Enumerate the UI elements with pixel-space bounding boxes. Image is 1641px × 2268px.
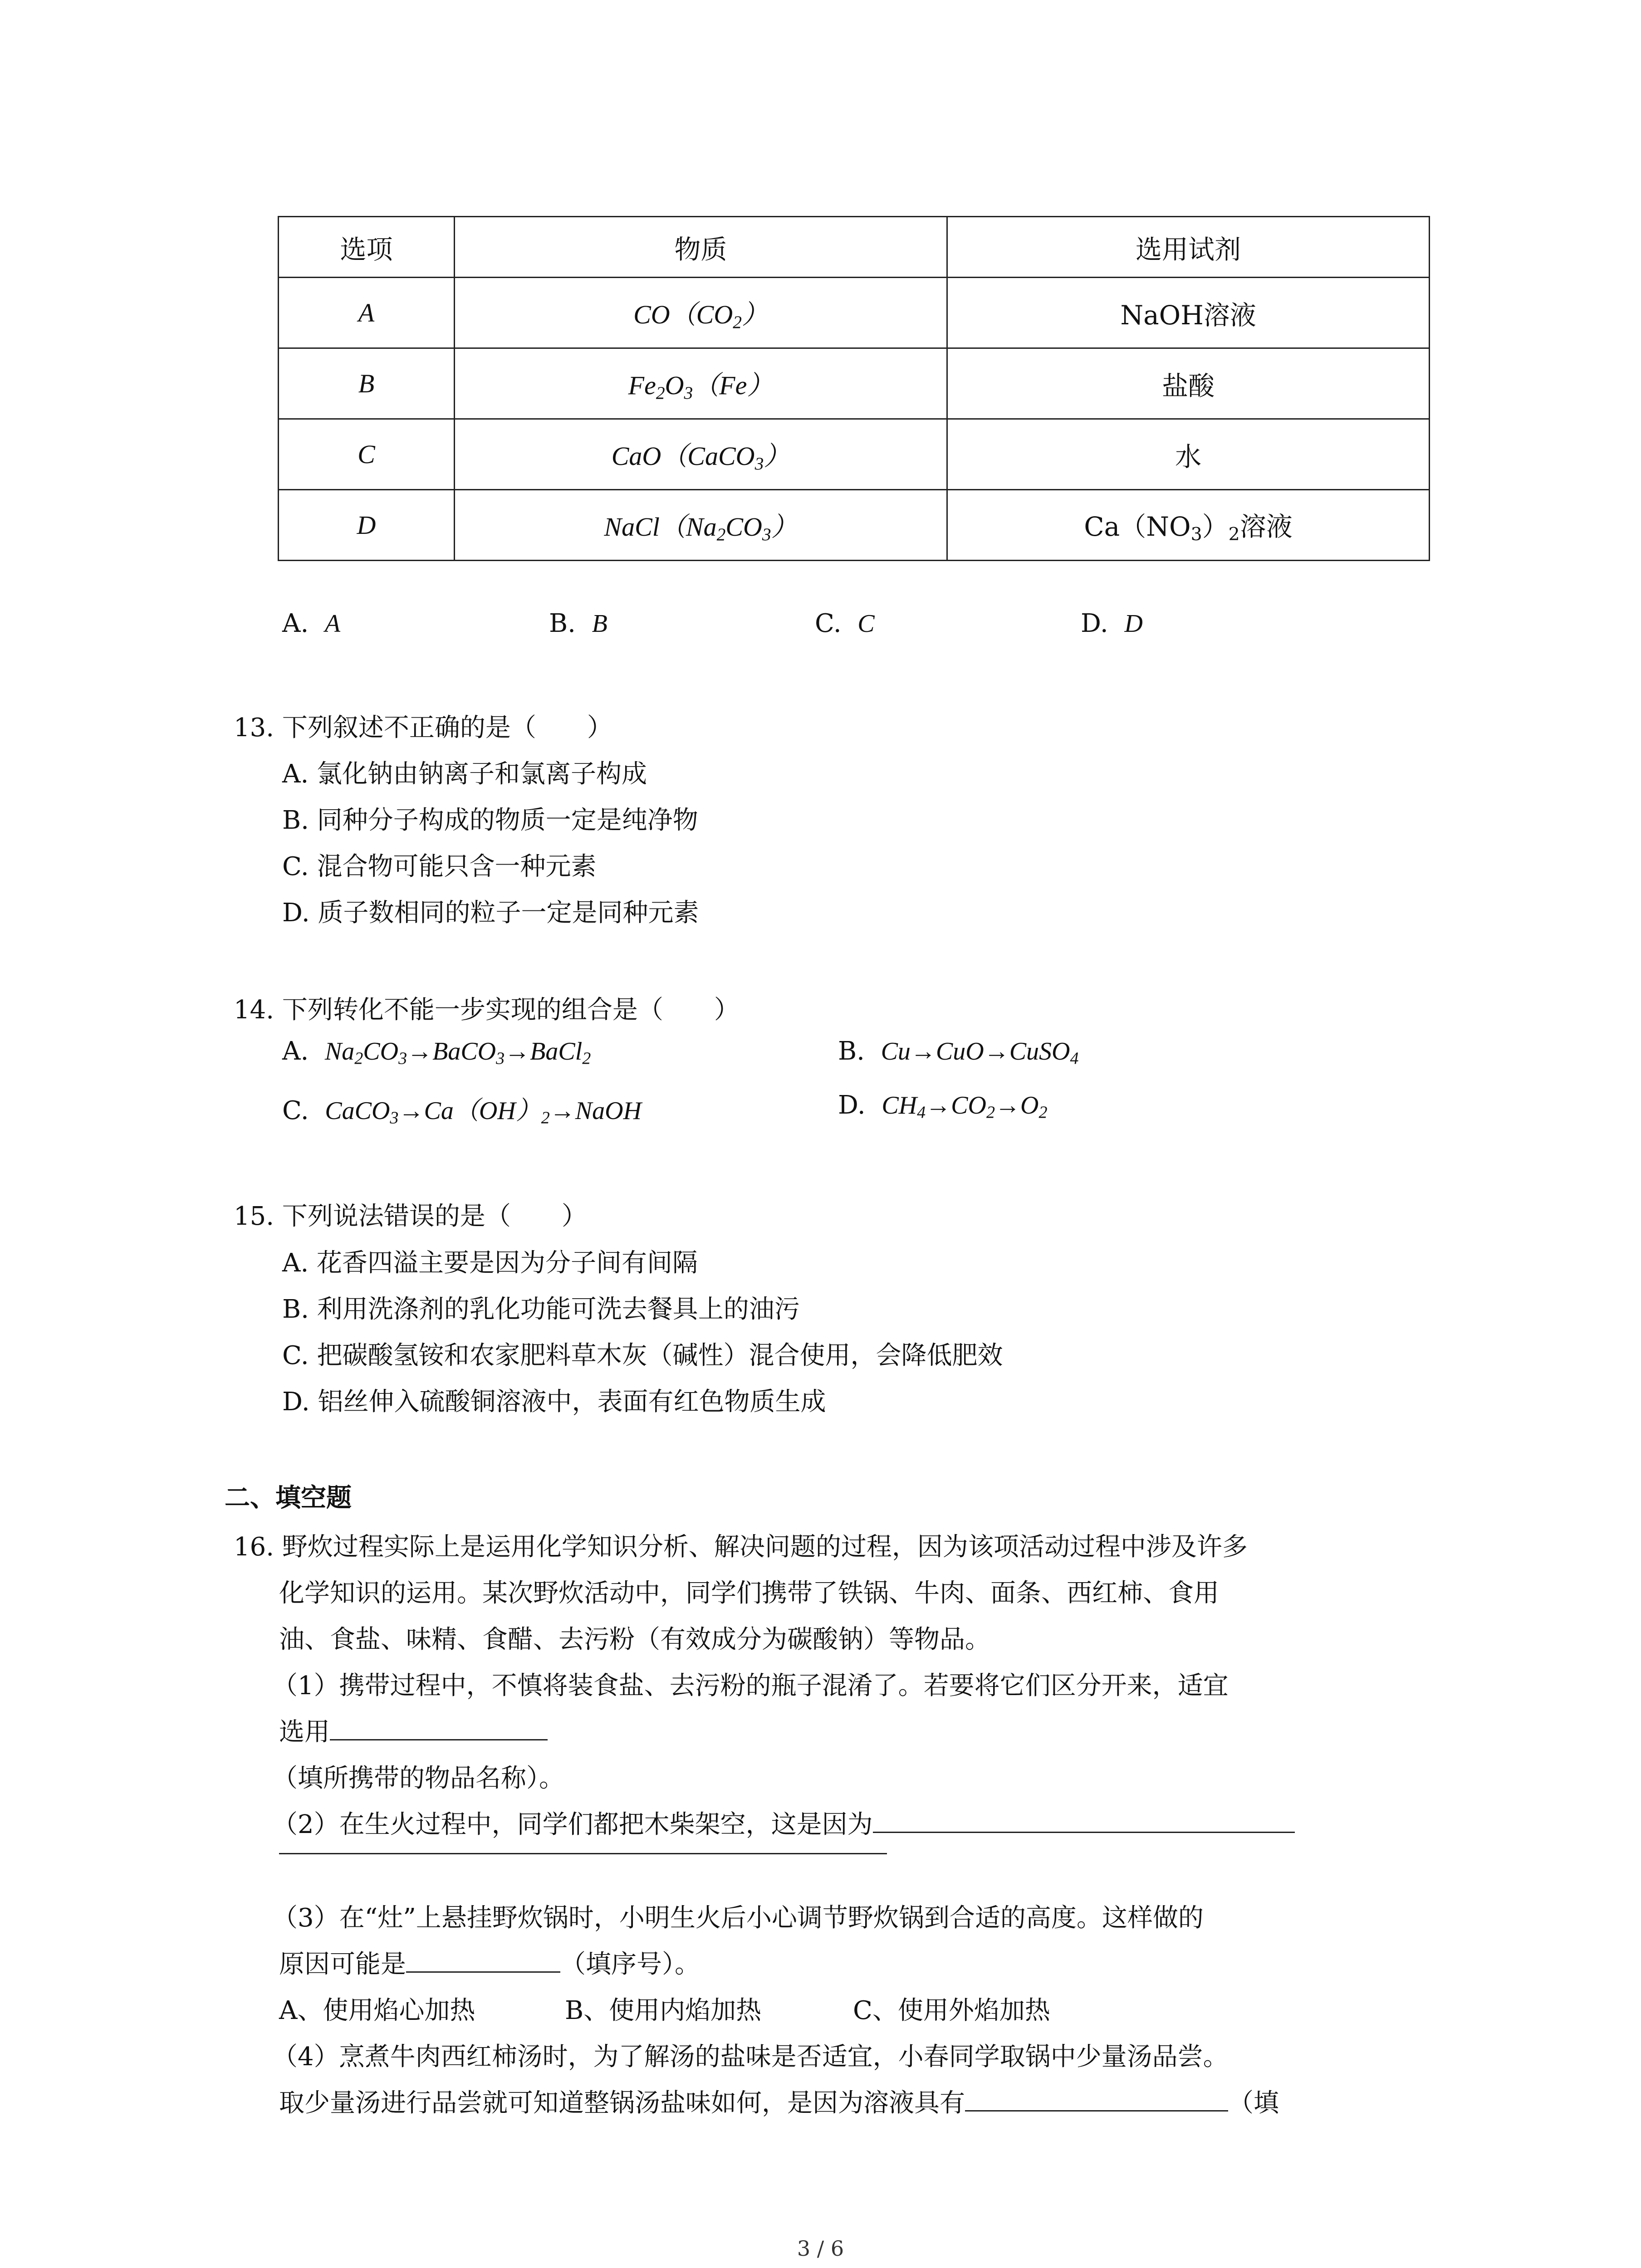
q14-stem: 14. 下列转化不能一步实现的组合是（ ）	[234, 995, 740, 1025]
header-option: 选项	[279, 217, 455, 278]
q16-part3-choice-c: C、使用外焰加热	[853, 1996, 1050, 2025]
row-reagent: $Ca(NO_3)_2$溶液	[947, 490, 1430, 561]
q16-part4-line-a: （4）烹煮牛肉西红柿汤时，为了解汤的盐味是否适宜，小春同学取锅中少量汤品尝。	[272, 2042, 1229, 2072]
q14-option-b: B. Cu→CuO→CuSO$_4$	[838, 1036, 1079, 1068]
q16-part3-choice-b: B、使用内焰加热	[565, 1996, 762, 2025]
q16-part3-choice-a: A、使用焰心加热	[279, 1996, 475, 2025]
q16-part3-line-a: （3）在“灶”上悬挂野炊锅时，小明生火后小心调节野炊锅到合适的高度。这样做的	[272, 1903, 1204, 1933]
q16-part1-line-c: （填所携带的物品名称）。	[272, 1764, 564, 1793]
row-option: B	[279, 348, 455, 419]
q16-line-1: 16. 野炊过程实际上是运用化学知识分析、解决问题的过程，因为该项活动过程中涉及许多	[234, 1532, 1248, 1562]
q12-choice-d: D. D	[1081, 609, 1143, 638]
table-row	[279, 419, 1430, 490]
q13-option-c: C. 混合物可能只含一种元素	[282, 852, 597, 881]
q15-option-c: C. 把碳酸氢铵和农家肥料草木灰（碱性）混合使用，会降低肥效	[282, 1341, 1003, 1370]
row-option: C	[279, 419, 455, 490]
q13-option-d: D. 质子数相同的粒子一定是同种元素	[282, 898, 699, 928]
row-reagent: 盐酸	[947, 348, 1430, 419]
q16-line-3: 油、食盐、味精、食醋、去污粉（有效成分为碳酸钠）等物品。	[279, 1625, 990, 1654]
table-row	[279, 348, 1430, 419]
q13-option-a: A. 氯化钠由钠离子和氯离子构成	[282, 759, 647, 789]
q15-stem: 15. 下列说法错误的是（ ）	[234, 1202, 587, 1231]
q16-part1-line-a: （1）携带过程中，不慎将装食盐、去污粉的瓶子混淆了。若要将它们区分开来，适宜	[272, 1671, 1229, 1701]
header-reagent: 选用试剂	[947, 217, 1430, 278]
page-number: 3 / 6	[797, 2236, 844, 2261]
q12-choice-a: A. A	[282, 609, 341, 638]
q15-option-d: D. 铝丝伸入硫酸铜溶液中，表面有红色物质生成	[282, 1387, 826, 1417]
q13-stem: 13. 下列叙述不正确的是（ ）	[234, 713, 612, 743]
section-title: 二、填空题	[225, 1483, 352, 1513]
q15-option-b: B. 利用洗涤剂的乳化功能可洗去餐具上的油污	[282, 1295, 800, 1324]
table-row	[279, 490, 1430, 561]
q12-choice-b: B. B	[549, 609, 607, 638]
q15-option-a: A. 花香四溢主要是因为分子间有间隔	[282, 1248, 698, 1278]
row-option: D	[279, 490, 455, 561]
q16-part3-line-b: 原因可能是 （填序号）。	[279, 1950, 700, 1979]
answer-blank-3[interactable]	[406, 1949, 560, 1973]
q16-part1-line-b: 选用	[279, 1712, 548, 1748]
row-substance: $CO(CO_2)$	[454, 278, 947, 348]
q16-line-2: 化学知识的运用。某次野炊活动中，同学们携带了铁锅、牛肉、面条、西红柿、食用	[279, 1579, 1219, 1608]
options-table	[278, 216, 1430, 561]
answer-blank-4[interactable]	[965, 2087, 1228, 2112]
q13-option-b: B. 同种分子构成的物质一定是纯净物	[282, 806, 698, 835]
row-substance: $NaCl(Na_2CO_3)$	[454, 490, 947, 561]
table-row	[279, 278, 1430, 348]
header-substance: 物质	[454, 217, 947, 278]
table-header-row	[279, 217, 1430, 278]
answer-blank-1[interactable]	[330, 1716, 548, 1740]
q12-choice-c: C. C	[815, 609, 875, 638]
row-option: A	[279, 278, 455, 348]
row-reagent: NaOH溶液	[947, 278, 1430, 348]
answer-blank-2a[interactable]	[873, 1809, 1295, 1833]
q16-part2-line: （2）在生火过程中，同学们都把木柴架空，这是因为	[272, 1804, 1295, 1841]
answer-blank-2b[interactable]	[279, 1853, 887, 1854]
row-substance: CaO（CaCO$_3$）	[454, 419, 947, 490]
q16-part4-line-b: 取少量汤进行品尝就可知道整锅汤盐味如何，是因为溶液具有 （填	[279, 2088, 1279, 2118]
row-substance: $Fe_2O_3(Fe)$	[454, 348, 947, 419]
row-reagent: 水	[947, 419, 1430, 490]
q14-option-c: C. $CaCO_3\to Ca(OH)_2\to NaOH$	[282, 1096, 642, 1128]
q14-option-a: A. $Na_2CO_3\to BaCO_3\to BaCl_2$	[282, 1036, 591, 1068]
q14-option-d: D. $CH_4\to CO_2\to O_2$	[838, 1090, 1048, 1122]
